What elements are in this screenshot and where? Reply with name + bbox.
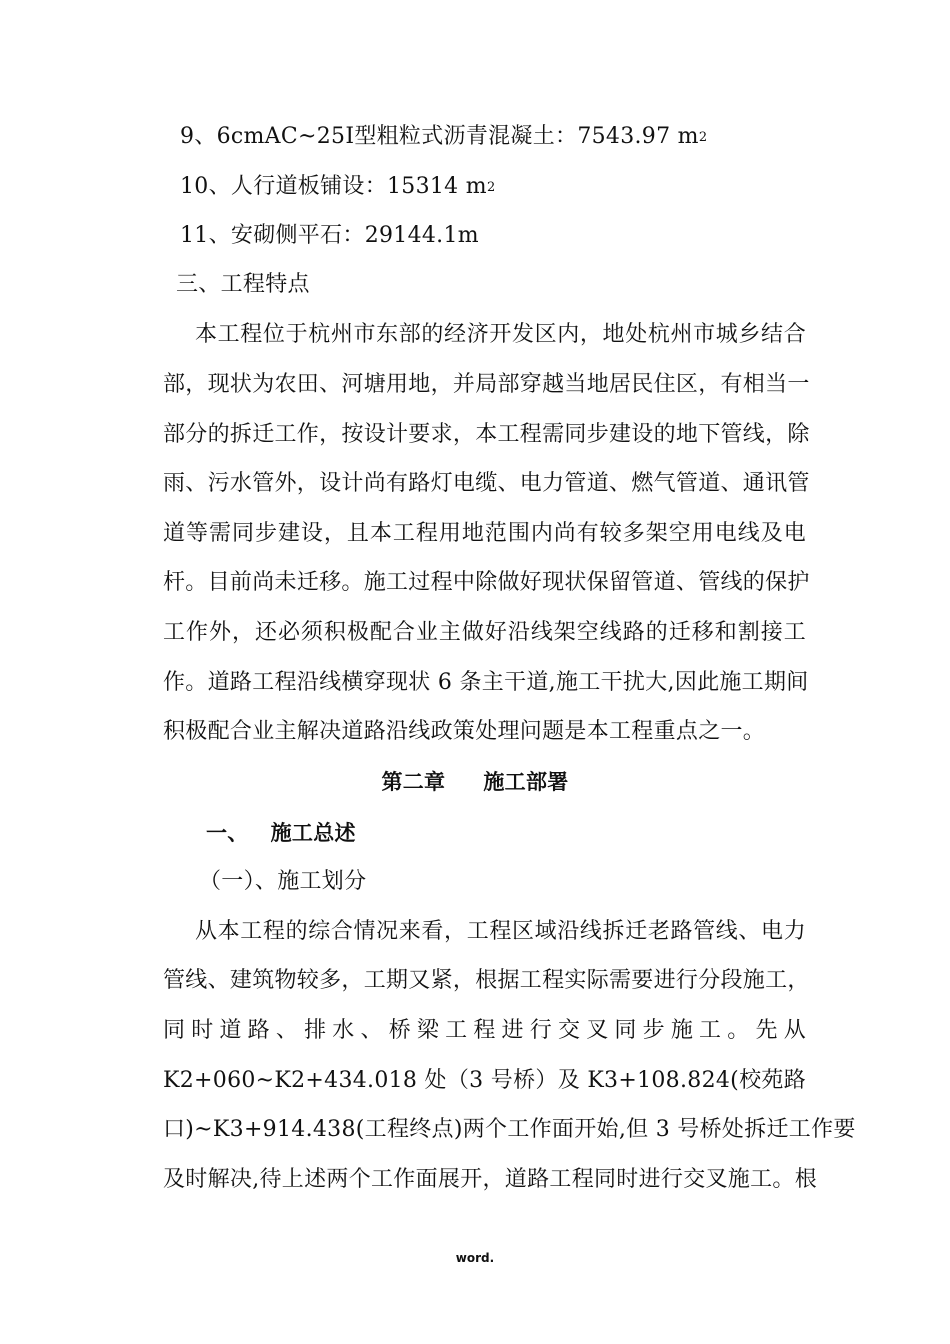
list-item: 10、人行道板铺设：15314 $m^2$ [180,174,496,199]
superscript-unit: 2 [486,180,496,195]
paragraph-line: 积极配合业主解决道路沿线政策处理问题是本工程重点之一。 [163,719,766,744]
paragraph-line: 杆。目前尚未迁移。施工过程中除做好现状保留管道、管线的保护 [163,570,810,595]
paragraph-line: 口)~K3+914.438(工程终点)两个工作面开始,但 3 号桥处拆迁工作要 [163,1117,856,1142]
page-footer: word. [455,1251,495,1265]
paragraph-line: 道等需同步建设，且本工程用地范围内尚有较多架空用电线及电 [163,521,806,546]
paragraph-line: 管线、建筑物较多，工期又紧，根据工程实际需要进行分段施工， [163,968,810,993]
superscript-unit: 2 [698,130,708,145]
paragraph-line: 部，现状为农田、河塘用地，并局部穿越当地居民住区，有相当一 [163,372,810,397]
list-item: 9、6cmAC~25Ⅰ型粗粒式沥青混凝土：7543.97 $m^2$ [180,124,708,149]
chapter-title: 第二章 施工部署 [381,770,569,794]
paragraph-line: 从本工程的综合情况来看，工程区域沿线拆迁老路管线、电力 [195,919,806,944]
paragraph-line: 工作外，还必须积极配合业主做好沿线架空线路的迁移和割接工 [163,620,806,645]
section-heading: 三、工程特点 [176,272,310,297]
paragraph-line: 本工程位于杭州市东部的经济开发区内，地处杭州市城乡结合 [195,322,806,347]
section-title: 一、 施工总述 [206,821,356,845]
list-item: 11、安砌侧平石：29144.1m [180,223,479,248]
paragraph-line: 部分的拆迁工作，按设计要求，本工程需同步建设的地下管线，除 [163,422,810,447]
paragraph-line: 同时道路、排水、桥梁工程进行交叉同步施工。先从 [163,1018,806,1043]
subsection-title: （一）、施工划分 [199,869,367,894]
paragraph-line: 及时解决,待上述两个工作面展开，道路工程同时进行交叉施工。根 [163,1167,817,1192]
paragraph-line: K2+060~K2+434.018 处（3 号桥）及 K3+108.824(校苑路 [163,1068,806,1093]
paragraph-line: 作。道路工程沿线横穿现状 6 条主干道,施工干扰大,因此施工期间 [163,670,809,695]
paragraph-line: 雨、污水管外，设计尚有路灯电缆、电力管道、燃气管道、通讯管 [163,471,810,496]
